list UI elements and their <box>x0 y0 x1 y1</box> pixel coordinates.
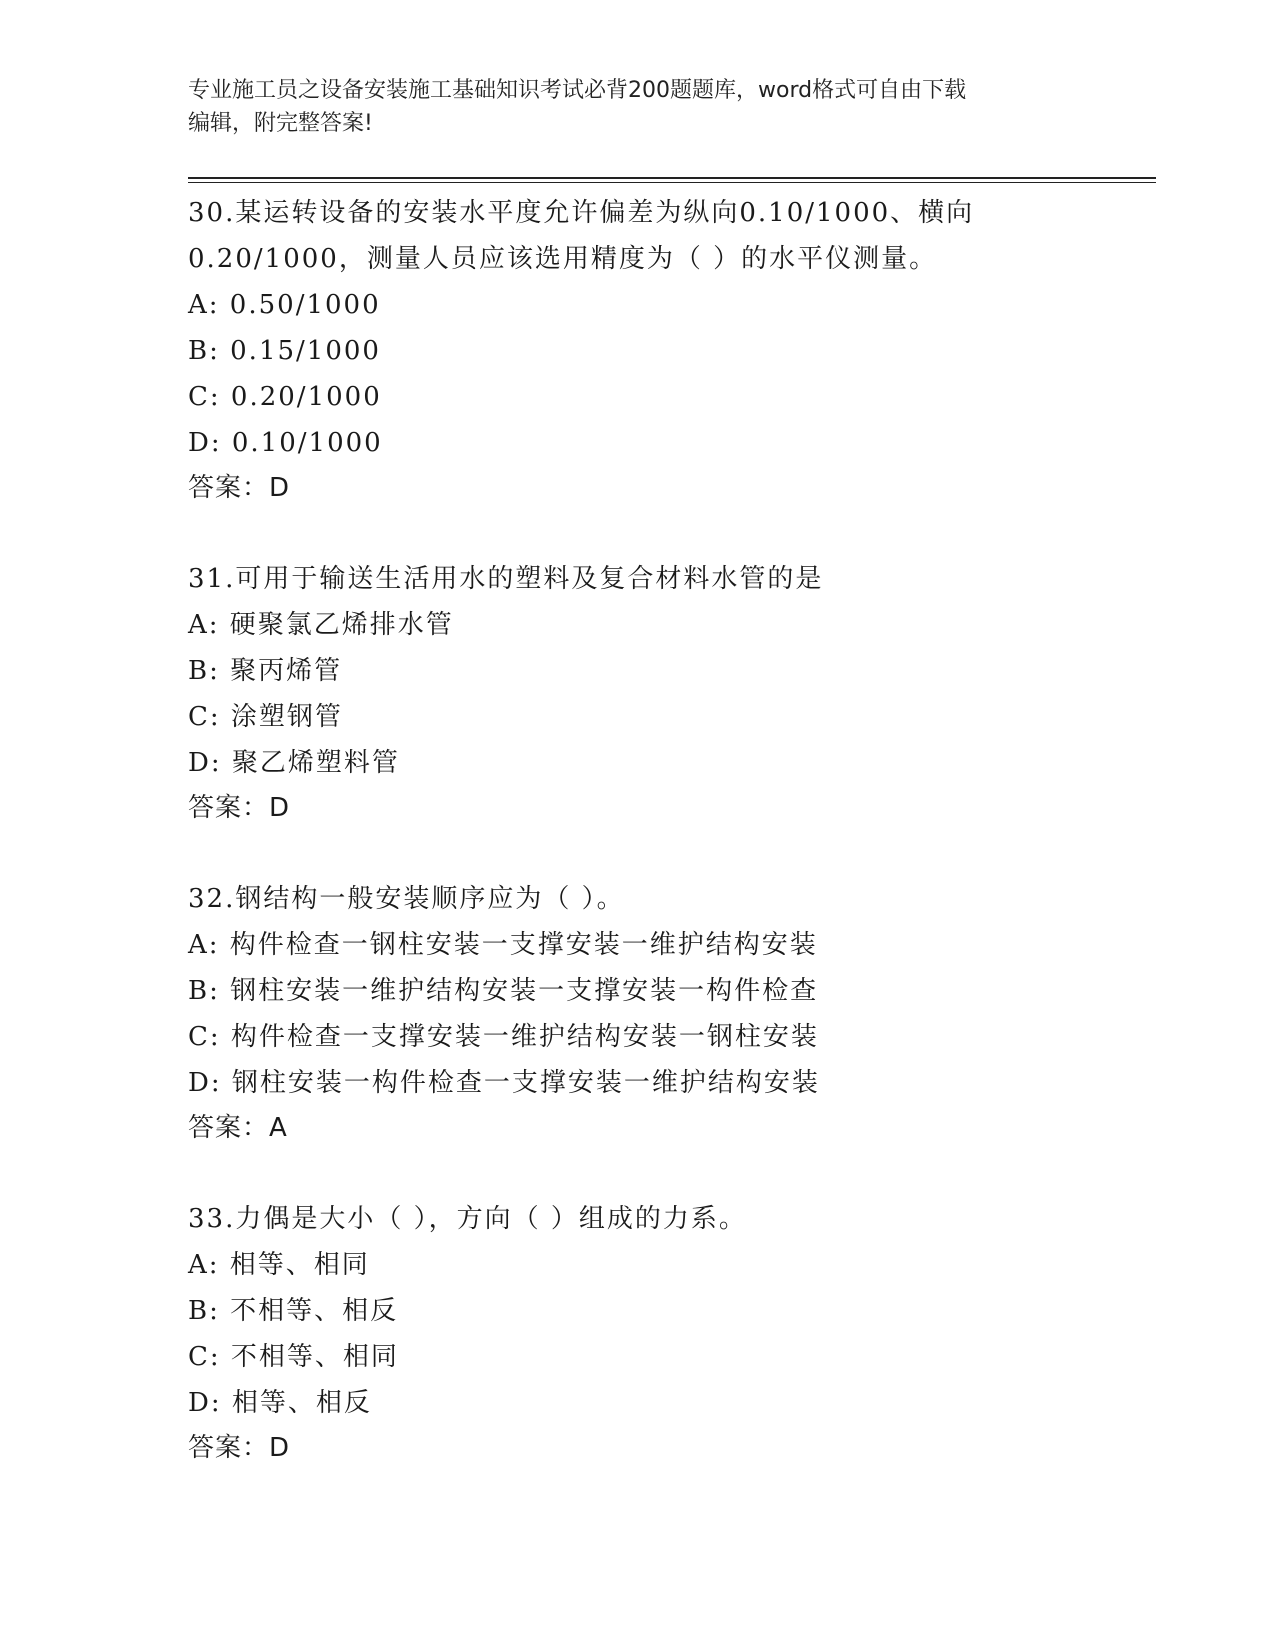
question-stem: 33.力偶是大小（ ），方向（ ）组成的力系。 <box>188 1204 747 1234</box>
question-33 <box>188 1196 1156 1470</box>
option-a: A: 相等、相同 <box>188 1250 370 1280</box>
question-stem: 0.20/1000，测量人员应该选用精度为（ ）的水平仪测量。 <box>188 244 938 274</box>
option-d: D: 0.10/1000 <box>188 428 383 458</box>
question-stem: 32.钢结构一般安装顺序应为（ ）。 <box>188 884 625 914</box>
header-divider-thin <box>188 182 1156 183</box>
header-divider-thick <box>188 177 1156 179</box>
option-a: A: 0.50/1000 <box>188 290 381 320</box>
option-a: A: 硬聚氯乙烯排水管 <box>188 610 454 640</box>
question-list <box>188 190 1156 1470</box>
option-c: C: 0.20/1000 <box>188 382 382 412</box>
question-stem: 31.可用于输送生活用水的塑料及复合材料水管的是 <box>188 564 824 594</box>
option-c: C: 涂塑钢管 <box>188 702 343 732</box>
question-31 <box>188 556 1156 830</box>
question-stem: 30.某运转设备的安装水平度允许偏差为纵向0.10/1000、横向 <box>188 198 975 228</box>
answer-label: 答案：D <box>188 793 291 823</box>
option-a: A: 构件检查一钢柱安装一支撑安装一维护结构安装 <box>188 930 818 960</box>
question-32 <box>188 876 1156 1150</box>
option-d: D: 聚乙烯塑料管 <box>188 748 400 778</box>
answer-label: 答案：D <box>188 1433 291 1463</box>
answer-label: 答案：A <box>188 1113 288 1143</box>
option-d: D: 相等、相反 <box>188 1388 372 1418</box>
option-b: B: 不相等、相反 <box>188 1296 399 1326</box>
answer-label: 答案：D <box>188 473 291 503</box>
option-c: C: 不相等、相同 <box>188 1342 399 1372</box>
header-line-1: 专业施工员之设备安装施工基础知识考试必背200题题库，word格式可自由下载 <box>188 78 967 103</box>
option-b: B: 钢柱安装一维护结构安装一支撑安装一构件检查 <box>188 976 819 1006</box>
document-header <box>188 74 1088 140</box>
option-b: B: 聚丙烯管 <box>188 656 343 686</box>
question-30 <box>188 190 1156 510</box>
option-b: B: 0.15/1000 <box>188 336 381 366</box>
option-d: D: 钢柱安装一构件检查一支撑安装一维护结构安装 <box>188 1068 820 1098</box>
header-line-2: 编辑，附完整答案! <box>188 111 373 136</box>
option-c: C: 构件检查一支撑安装一维护结构安装一钢柱安装 <box>188 1022 819 1052</box>
